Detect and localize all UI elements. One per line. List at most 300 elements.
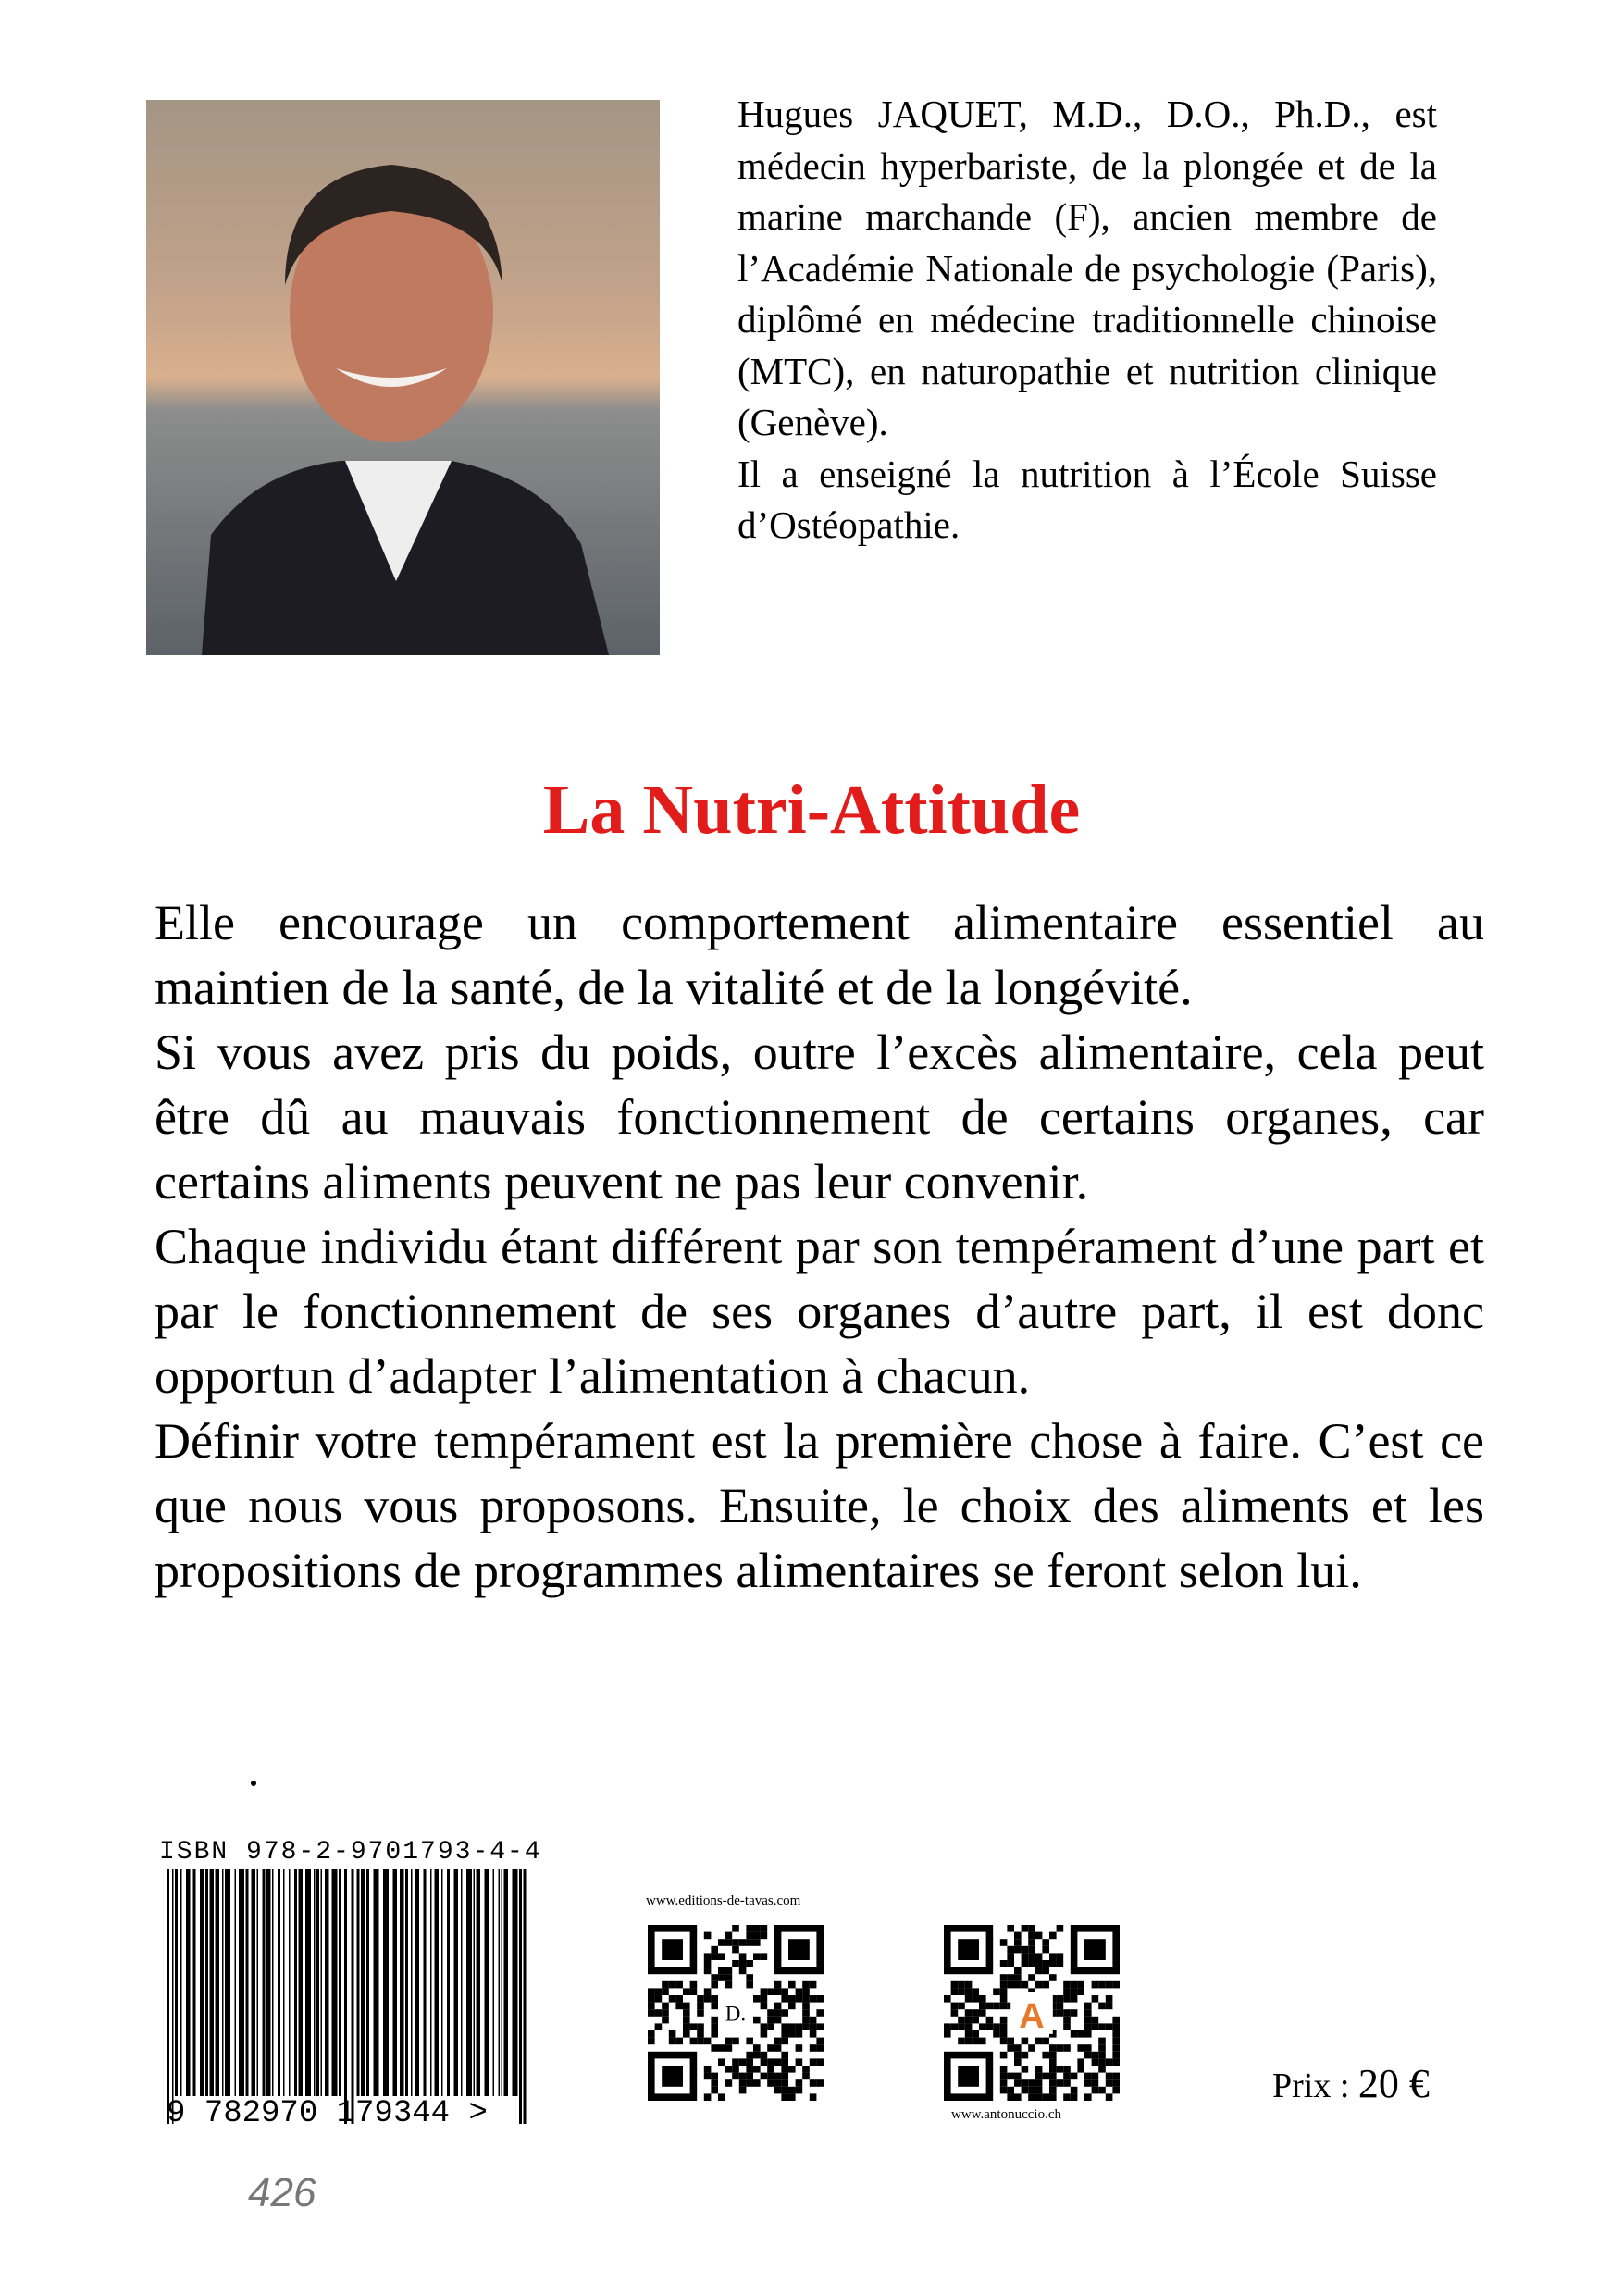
qr-module — [774, 1988, 782, 1995]
qr-module — [1049, 1953, 1057, 1960]
qr-module — [1007, 1981, 1014, 1989]
qr-module — [1022, 2052, 1029, 2059]
qr-module — [802, 2073, 810, 2080]
barcode-bar — [200, 1869, 204, 2096]
qr-module — [781, 2058, 788, 2066]
qr-module — [1028, 1939, 1035, 1946]
qr-module — [1063, 1981, 1071, 1989]
qr-module — [1007, 2087, 1014, 2094]
qr-module — [781, 2009, 788, 2017]
qr-module — [690, 2023, 698, 2030]
qr-module — [761, 2023, 768, 2030]
qr-module — [1112, 2058, 1120, 2066]
qr-module — [1112, 2073, 1120, 2080]
barcode-bar — [252, 1869, 256, 2096]
qr-module — [711, 2073, 718, 2080]
qr-module — [697, 2030, 704, 2038]
qr-module — [1028, 1925, 1035, 1932]
qr-module — [1049, 2066, 1057, 2073]
qr-module — [1000, 1981, 1008, 1989]
qr-module — [669, 1981, 676, 1989]
barcode-bar — [485, 1869, 489, 2096]
qr-module — [655, 2009, 663, 2017]
qr-module — [1000, 2038, 1008, 2045]
qr-module — [1000, 1960, 1008, 1967]
qr-module — [704, 1932, 712, 1940]
barcode-bar — [257, 1869, 259, 2096]
barcode-bar — [222, 1869, 224, 2096]
qr-module — [788, 2003, 796, 2010]
qr-finder — [662, 2066, 683, 2087]
qr-module — [1007, 2038, 1014, 2045]
qr-module — [1022, 2038, 1029, 2045]
barcode-bar — [366, 1869, 369, 2096]
qr-module — [655, 1995, 663, 2003]
qr-module — [732, 2066, 739, 2073]
qr-module — [788, 2030, 796, 2038]
barcode-bar — [299, 1869, 304, 2096]
qr-module — [1035, 1981, 1043, 1989]
qr-module — [675, 1981, 683, 1989]
qr-module — [1000, 2066, 1008, 2073]
qr-module — [1057, 2066, 1064, 2073]
qr-module — [774, 2087, 782, 2094]
qr-module — [1022, 2079, 1029, 2087]
qr-module — [972, 1988, 979, 1995]
isbn-label: ISBN 978-2-9701793-4-4 — [159, 1838, 542, 1867]
qr-module — [958, 1981, 965, 1989]
qr-module — [767, 2058, 774, 2066]
qr-module — [774, 2038, 782, 2045]
barcode-bar — [352, 1869, 354, 2124]
qr-module — [746, 2058, 753, 2066]
qr-module — [993, 2030, 1000, 2038]
qr-module — [774, 2073, 782, 2080]
author-photo — [146, 100, 660, 655]
qr-module — [732, 1925, 739, 1932]
qr-module — [746, 2052, 753, 2059]
barcode-bar — [180, 1869, 182, 2096]
qr-module — [1092, 2087, 1099, 2094]
barcode-bar — [513, 1869, 518, 2096]
qr-finder — [958, 2066, 979, 2087]
qr-module — [951, 1988, 959, 1995]
qr-module — [711, 2023, 718, 2030]
qr-module — [788, 2087, 796, 2094]
barcode-bar — [186, 1869, 191, 2096]
qr-module — [1057, 2044, 1064, 2052]
qr-module — [697, 2009, 704, 2017]
qr-module — [1042, 1960, 1049, 1967]
barcode-bar — [461, 1869, 463, 2096]
qr-module — [1071, 2073, 1078, 2080]
qr-module — [704, 2066, 712, 2073]
qr-module — [746, 1960, 753, 1967]
barcode-bar — [441, 1869, 443, 2096]
qr-module — [951, 1981, 959, 1989]
barcode-bar — [454, 1869, 459, 2096]
qr-module — [774, 1981, 782, 1989]
qr-module — [802, 1981, 810, 1989]
qr-module — [972, 2017, 979, 2024]
qr-module — [1035, 2038, 1043, 2045]
qr-module — [669, 1995, 676, 2003]
qr-module — [1106, 1981, 1113, 1989]
qr-module — [725, 1974, 733, 1981]
qr-module — [1084, 2003, 1092, 2010]
barcode-bar — [175, 1869, 178, 2096]
qr-module — [725, 1932, 733, 1940]
qr-module — [781, 2052, 788, 2059]
qr-module — [746, 2066, 753, 2073]
qr-module — [972, 2009, 979, 2017]
qr-module — [1071, 2009, 1078, 2017]
qr-module — [746, 1974, 753, 1981]
qr-module — [718, 1953, 725, 1960]
stray-dot — [251, 1781, 256, 1786]
qr-module — [1022, 1953, 1029, 1960]
barcode-digits: 9 782970 179344 > — [167, 2096, 488, 2131]
qr-module — [767, 2009, 774, 2017]
barcode-bar — [424, 1869, 427, 2096]
qr-module — [648, 2009, 655, 2017]
qr-module — [711, 2017, 718, 2024]
qr-module — [986, 2003, 994, 2010]
qr-module — [718, 1974, 725, 1981]
qr-module — [683, 2017, 690, 2024]
qr-module — [816, 2038, 824, 2045]
qr-module — [944, 2023, 951, 2030]
qr-module — [1084, 2093, 1092, 2101]
qr-module — [1112, 2030, 1120, 2038]
author-bio-paragraph: Il a enseigné la nutrition à l’École Suisse d’Ostéopathie. — [737, 452, 1437, 546]
qr-module — [965, 1988, 973, 1995]
qr-module — [739, 2079, 747, 2087]
qr-module — [697, 2023, 704, 2030]
qr-module — [965, 2023, 973, 2030]
qr-module — [697, 2038, 704, 2045]
qr-module — [1063, 2093, 1071, 2101]
qr-module — [1007, 2093, 1014, 2101]
qr-module — [802, 2003, 810, 2010]
qr-module — [1049, 2058, 1057, 2066]
qr-module — [810, 1995, 817, 2003]
qr-module — [802, 2009, 810, 2017]
barcode-bar — [519, 1869, 522, 2124]
qr-module — [1022, 1946, 1029, 1954]
qr-module — [711, 1946, 718, 1954]
qr-module — [683, 2030, 690, 2038]
qr-module — [761, 2052, 768, 2059]
qr-module — [704, 1995, 712, 2003]
qr-module — [753, 2079, 761, 2087]
qr-module — [753, 2044, 761, 2052]
qr-module — [1098, 1981, 1106, 1989]
qr-module — [1049, 2079, 1057, 2087]
qr-module — [1000, 2003, 1008, 2010]
qr-module — [704, 2093, 712, 2101]
qr-module — [732, 2038, 739, 2045]
qr-module — [781, 2066, 788, 2073]
qr-module — [1112, 2079, 1120, 2087]
qr-module — [1000, 1988, 1008, 1995]
description-paragraph: Elle encourage un comportement alimentaire essentiel au maintien de la santé, de la vitalité et de la longévité. — [155, 895, 1484, 1015]
qr-module — [810, 1981, 817, 1989]
qr-module — [1106, 2093, 1113, 2101]
qr-module — [816, 2058, 824, 2066]
qr-module — [1028, 1946, 1035, 1954]
qr-module — [979, 1995, 986, 2003]
qr-module — [746, 1981, 753, 1989]
qr-code-antonuccio[interactable] — [944, 1925, 1120, 2101]
qr-module — [1077, 2030, 1084, 2038]
qr-module — [816, 2023, 824, 2030]
qr-module — [1042, 1939, 1049, 1946]
qr-module — [979, 2038, 986, 2045]
qr-module — [1035, 2093, 1043, 2101]
qr-code-publisher[interactable] — [648, 1925, 824, 2101]
qr-module — [774, 2009, 782, 2017]
barcode-bar — [235, 1869, 237, 2096]
qr-module — [810, 2044, 817, 2052]
qr-module — [761, 2073, 768, 2080]
qr-module — [753, 1995, 761, 2003]
qr-module — [1071, 1995, 1078, 2003]
qr-module — [683, 1988, 690, 1995]
qr-module — [669, 2038, 676, 2045]
qr-module — [711, 1974, 718, 1981]
book-description — [155, 890, 1484, 1603]
qr-module — [711, 2087, 718, 2094]
qr-module — [810, 2030, 817, 2038]
qr-module — [683, 2023, 690, 2030]
qr-module — [1000, 2073, 1008, 2080]
qr-module — [675, 2003, 683, 2010]
qr-module — [1049, 2044, 1057, 2052]
barcode-bar — [339, 1869, 341, 2096]
qr-module — [1049, 1932, 1057, 1940]
qr-module — [1092, 2023, 1099, 2030]
qr-module — [767, 2023, 774, 2030]
qr-module — [1007, 1960, 1014, 1967]
qr-module — [951, 2003, 959, 2010]
qr-module — [1022, 2066, 1029, 2073]
qr-module — [810, 2023, 817, 2030]
qr-module — [1042, 2093, 1049, 2101]
qr-module — [781, 1995, 788, 2003]
qr-module — [1098, 2038, 1106, 2045]
qr-module — [986, 2017, 994, 2024]
qr-module — [767, 1988, 774, 1995]
qr-module — [675, 2038, 683, 2045]
qr-module — [1063, 2009, 1071, 2017]
qr-module — [718, 2093, 725, 2101]
qr-module — [704, 2038, 712, 2045]
qr-module — [761, 1932, 768, 1940]
qr-module — [781, 2073, 788, 2080]
qr-module — [1035, 2066, 1043, 2073]
qr-module — [1077, 2066, 1084, 2073]
qr-module — [965, 2038, 973, 2045]
qr-module — [1042, 2038, 1049, 2045]
barcode-bar — [357, 1869, 360, 2096]
qr-module — [1071, 2030, 1078, 2038]
qr-module — [802, 2023, 810, 2030]
barcode-bar — [272, 1869, 274, 2096]
qr-module — [753, 1939, 761, 1946]
qr-module — [1007, 2073, 1014, 2080]
qr-module — [1000, 2079, 1008, 2087]
qr-module — [1071, 2087, 1078, 2094]
qr-module — [718, 2058, 725, 2066]
qr-module — [1042, 1981, 1049, 1989]
qr-module — [965, 2009, 973, 2017]
qr-module — [1035, 1967, 1043, 1975]
qr-module — [781, 2079, 788, 2087]
qr-module — [761, 1995, 768, 2003]
qr-module — [761, 2058, 768, 2066]
qr-module — [1014, 2052, 1022, 2059]
qr-module — [1077, 2044, 1084, 2052]
qr-module — [781, 2087, 788, 2094]
qr-module — [951, 2023, 959, 2030]
qr-module — [675, 1995, 683, 2003]
qr-module — [648, 2030, 655, 2038]
qr-module — [774, 2017, 782, 2024]
barcode-bar — [466, 1869, 472, 2096]
qr-module — [1112, 2087, 1120, 2094]
qr-module — [1098, 2087, 1106, 2094]
qr-module — [816, 2044, 824, 2052]
qr-module — [1035, 2079, 1043, 2087]
qr-module — [1084, 2030, 1092, 2038]
qr-module — [796, 2079, 803, 2087]
qr-module — [767, 2017, 774, 2024]
qr-finder — [788, 1939, 810, 1960]
qr-module — [1063, 2073, 1071, 2080]
qr-module — [965, 2030, 973, 2038]
qr-module — [1007, 1974, 1014, 1981]
qr-module — [1035, 1932, 1043, 1940]
barcode-bar — [216, 1869, 220, 2096]
qr-module — [1028, 2093, 1035, 2101]
qr-module — [1014, 1967, 1022, 1975]
book-title: La Nutri-Attitude — [542, 771, 1081, 849]
barcode-bar — [393, 1869, 398, 2096]
qr-module — [746, 1925, 753, 1932]
qr-module — [1084, 2017, 1092, 2024]
qr-module — [788, 2066, 796, 2073]
barcode-bar — [278, 1869, 280, 2096]
barcode-bar — [263, 1869, 266, 2096]
qr-module — [979, 2009, 986, 2017]
qr-module — [753, 2066, 761, 2073]
barcode-bar — [283, 1869, 285, 2096]
qr-module — [979, 2023, 986, 2030]
qr-module — [746, 2079, 753, 2087]
qr-module — [725, 2044, 733, 2052]
barcode-bar — [477, 1869, 481, 2096]
qr-module — [1049, 2087, 1057, 2094]
qr-module — [725, 1967, 733, 1975]
qr-module — [1057, 1925, 1064, 1932]
qr-module — [788, 2093, 796, 2101]
barcode-bar — [405, 1869, 408, 2096]
qr-module — [697, 2003, 704, 2010]
qr-module — [802, 1988, 810, 1995]
barcode-bar — [524, 1869, 527, 2124]
qr-module — [711, 2030, 718, 2038]
qr-module — [725, 2066, 733, 2073]
qr-module — [781, 2038, 788, 2045]
qr-module — [1014, 2073, 1022, 2080]
qr-module — [1098, 2044, 1106, 2052]
qr-module — [761, 2003, 768, 2010]
barcode-bar — [499, 1869, 501, 2096]
qr-module — [767, 2066, 774, 2073]
qr-module — [1035, 1960, 1043, 1967]
qr-module — [761, 2030, 768, 2038]
qr-module — [951, 2009, 959, 2017]
qr-module — [704, 1988, 712, 1995]
qr-module — [690, 1988, 698, 1995]
qr-module — [1106, 1995, 1113, 2003]
qr-module — [725, 2038, 733, 2045]
antonuccio-logo-icon: A — [1019, 1996, 1045, 2036]
qr-module — [739, 2073, 747, 2080]
qr-module — [669, 2030, 676, 2038]
qr-module — [1014, 2044, 1022, 2052]
qr-module — [718, 1939, 725, 1946]
qr-module — [1042, 2052, 1049, 2059]
qr-module — [1106, 2003, 1113, 2010]
qr-module — [753, 1932, 761, 1940]
barcode-bar — [210, 1869, 215, 2096]
barcode-bar — [316, 1869, 319, 2096]
qr-module — [1028, 2044, 1035, 2052]
qr-module — [753, 2017, 761, 2024]
qr-module — [1000, 2052, 1008, 2059]
qr-module — [958, 1988, 965, 1995]
qr-module — [683, 2003, 690, 2010]
barcode-bar — [383, 1869, 389, 2096]
qr-module — [746, 2038, 753, 2045]
qr-module — [739, 1953, 747, 1960]
qr-module — [993, 2023, 1000, 2030]
qr-module — [1022, 1960, 1029, 1967]
barcode-bar — [321, 1869, 323, 2096]
qr-module — [704, 1960, 712, 1967]
barcode-bar — [344, 1869, 347, 2124]
qr-module — [1000, 2030, 1008, 2038]
qr-module — [1022, 2087, 1029, 2094]
qr-module — [796, 2087, 803, 2094]
description-paragraph: Définir votre tempérament est la première chose à faire. C’est ce que nous vous proposons. Ensuite, le choix des aliments et les propositions de programmes alimentaires se feront selon lui. — [155, 1413, 1484, 1598]
qr-module — [704, 1953, 712, 1960]
qr-module — [1084, 2052, 1092, 2059]
qr-module — [697, 1995, 704, 2003]
qr-module — [1028, 1960, 1035, 1967]
qr-module — [1028, 1953, 1035, 1960]
qr-module — [753, 1953, 761, 1960]
qr-module — [1014, 2093, 1022, 2101]
qr-module — [1071, 1981, 1078, 1989]
qr-module — [1014, 2079, 1022, 2087]
qr-module — [704, 1967, 712, 1975]
qr-module — [1112, 1981, 1120, 1989]
qr-module — [739, 1939, 747, 1946]
qr-module — [1112, 2023, 1120, 2030]
